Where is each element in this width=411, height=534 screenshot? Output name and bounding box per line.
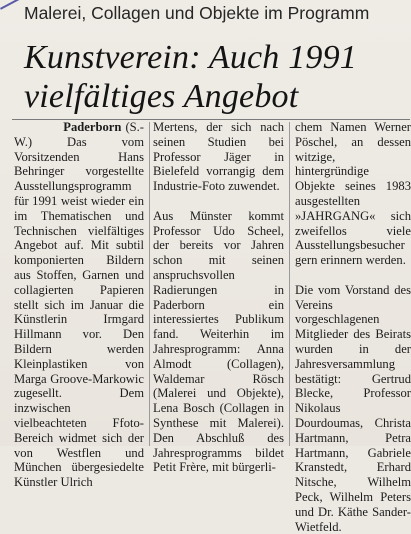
column-3-paragraph-2: Die vom Vorstand des Vereins vorgeschlagenen Mitglieder des Beirats wurden in der Jahresversammlung bestätigt: Gertrud Blecke, Professor Nikolaus Dourdoumas, Christa Hartmann, Petra Hartmann, Gabriele Kranstedt, Erhard Nitsche, Wilhelm Peck, Wilhelm Peters und Dr. Käthe Sander-Wietfeld. — [295, 282, 411, 534]
column-3-paragraph-1: chem Namen Werner Pöschel, an dessen witzige, hintergründige Objekte seines 1983 ausgestellten »JAHRGANG« sich zweifellos viele Ausstellungsbesucher gern erinnern werden. — [295, 120, 411, 268]
column-divider-1 — [149, 122, 150, 446]
article-column-1 — [14, 120, 144, 490]
article-column-2 — [153, 120, 284, 475]
column-1-paragraph — [14, 120, 144, 490]
article-column-3 — [295, 120, 411, 534]
column-divider-2 — [289, 122, 290, 446]
headline-line-1: Kunstverein: Auch 1991 — [24, 39, 358, 76]
article-headline — [24, 38, 409, 116]
dateline-place: Paderborn — [63, 120, 122, 134]
column-2-paragraph-2: Aus Münster kommt Professor Udo Scheel, der bereits vor Jahren schon mit seinen anspruchsvollen Radierungen in Paderborn ein interessiertes Publikum fand. Weiterhin im Jahresprogramm: Anna Almodt (Collagen), Waldemar Rösch (Malerei und Objekte), Lena Bosch (Collagen in Synthese mit Malerei). Den Abschluß des Jahresprogramms bildet Petit Frère, mit bürgerli- — [153, 208, 284, 475]
article-kicker: Malerei, Collagen und Objekte im Programm — [24, 3, 370, 23]
dateline-agency: (S.-W.) — [14, 120, 144, 149]
headline-line-2: vielfältiges Angebot — [24, 78, 299, 115]
column-2-paragraph-1: Mertens, der sich nach seinen Studien bei Professor Jäger in Bielefeld vorrangig dem Industrie-Foto zuwendet. — [153, 120, 284, 194]
column-1-text: Das vom Vorsitzenden Hans Behringer vorgestellte Ausstellungsprogramm für 1991 weist wieder ein im Thematischen und Technischen vielfältiges Angebot auf. Mit subtil komponierten Bildern aus Stoffen, Garnen und collagierten Papieren stellt sich im Januar die Künstlerin Irmgard Hillmann vor. Den Bildern werden Kleinplastiken von Marga Groove-Markowic zugesellt. Dem inzwischen vielbeachteten Ffoto-Bereich widmet sich der von Westflen und München übergesiedelte Künstler Ulrich — [14, 134, 144, 490]
